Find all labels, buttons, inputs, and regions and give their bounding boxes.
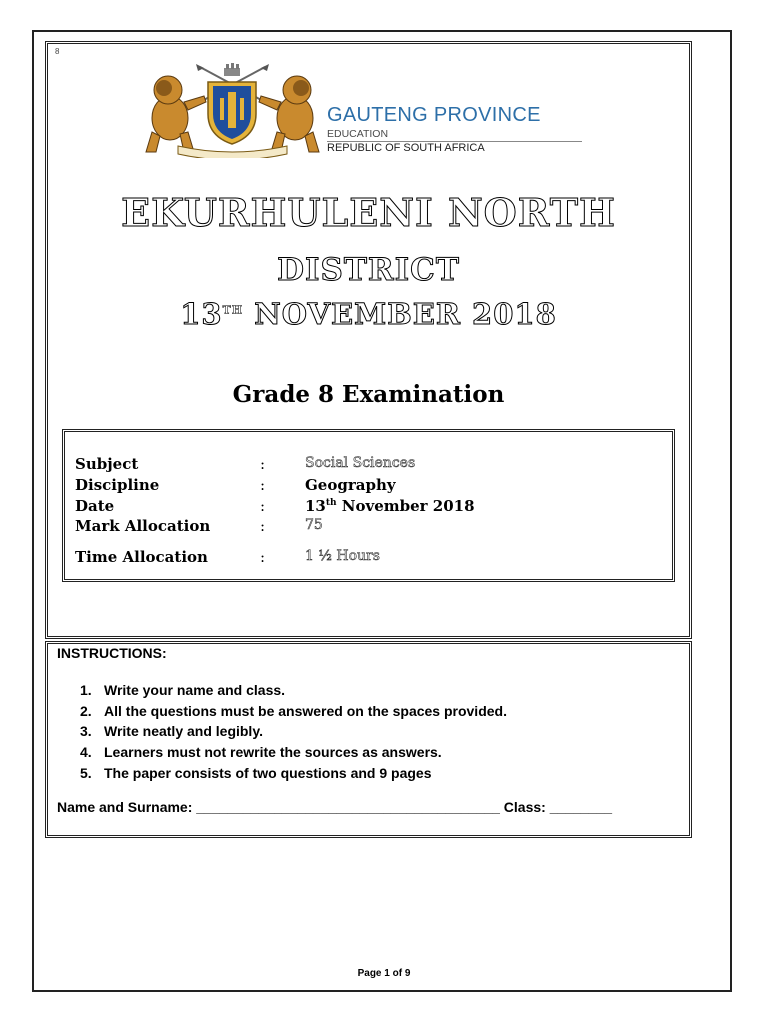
date-rest: November 2018: [336, 497, 475, 515]
exam-date-heading: [45, 297, 692, 331]
country-label: REPUBLIC OF SOUTH AFRICA: [327, 141, 582, 155]
province-title: GAUTENG PROVINCE: [327, 104, 541, 126]
detail-value: 1 ½ Hours: [305, 548, 380, 564]
instruction-text: Write your name and class.: [104, 682, 286, 698]
instruction-item: [80, 680, 507, 701]
detail-label: Date: [75, 497, 115, 515]
detail-label: Subject: [75, 455, 139, 473]
gauteng-coat-of-arms-icon: [140, 62, 325, 158]
instruction-number: 3.: [80, 723, 92, 740]
detail-label: Mark Allocation: [75, 517, 211, 535]
exam-date-day: 13: [180, 297, 223, 331]
page-footer: Page 1 of 9: [357, 968, 411, 979]
detail-colon: :: [260, 497, 266, 515]
detail-value: 75: [305, 517, 323, 533]
instructions-list: [80, 680, 507, 784]
name-and-class-line: Name and Surname: _______________________________________ Class: ________: [57, 799, 613, 815]
grade-title: Grade 8 Examination: [232, 381, 505, 408]
district-subheading: DISTRICT: [277, 252, 460, 288]
instruction-text: Learners must not rewrite the sources as answers.: [104, 744, 442, 761]
instruction-text: The paper consists of two questions and 9 pages: [104, 764, 432, 781]
date-day: 13: [305, 497, 326, 515]
detail-label: Discipline: [75, 476, 160, 494]
exam-date-suffix: TH: [222, 303, 244, 317]
instruction-item: [80, 701, 507, 722]
detail-colon: :: [260, 455, 266, 473]
instruction-text: All the questions must be answered on the spaces provided.: [104, 702, 507, 719]
instructions-title: INSTRUCTIONS:: [57, 645, 167, 661]
instruction-number: 2.: [80, 702, 92, 719]
detail-value: Geography: [305, 476, 396, 494]
exam-date-rest: NOVEMBER 2018: [243, 297, 557, 331]
department-label: EDUCATION: [327, 128, 389, 140]
instruction-item: [80, 763, 507, 784]
instruction-number: 1.: [80, 682, 92, 698]
district-heading: EKURHULENI NORTH: [121, 190, 616, 235]
corner-page-mark: 8: [55, 47, 60, 56]
crest-text-block: [327, 104, 582, 155]
instruction-number: 4.: [80, 744, 92, 761]
instruction-text: Write neatly and legibly.: [104, 723, 263, 740]
detail-value: [305, 497, 475, 515]
detail-colon: :: [260, 517, 266, 535]
instruction-number: 5.: [80, 764, 92, 781]
instruction-item: [80, 742, 507, 763]
instruction-item: [80, 721, 507, 742]
detail-label: Time Allocation: [75, 548, 208, 566]
detail-colon: :: [260, 476, 266, 494]
date-suffix: th: [325, 498, 337, 508]
detail-colon: :: [260, 548, 266, 566]
detail-value: Social Sciences: [305, 455, 416, 471]
